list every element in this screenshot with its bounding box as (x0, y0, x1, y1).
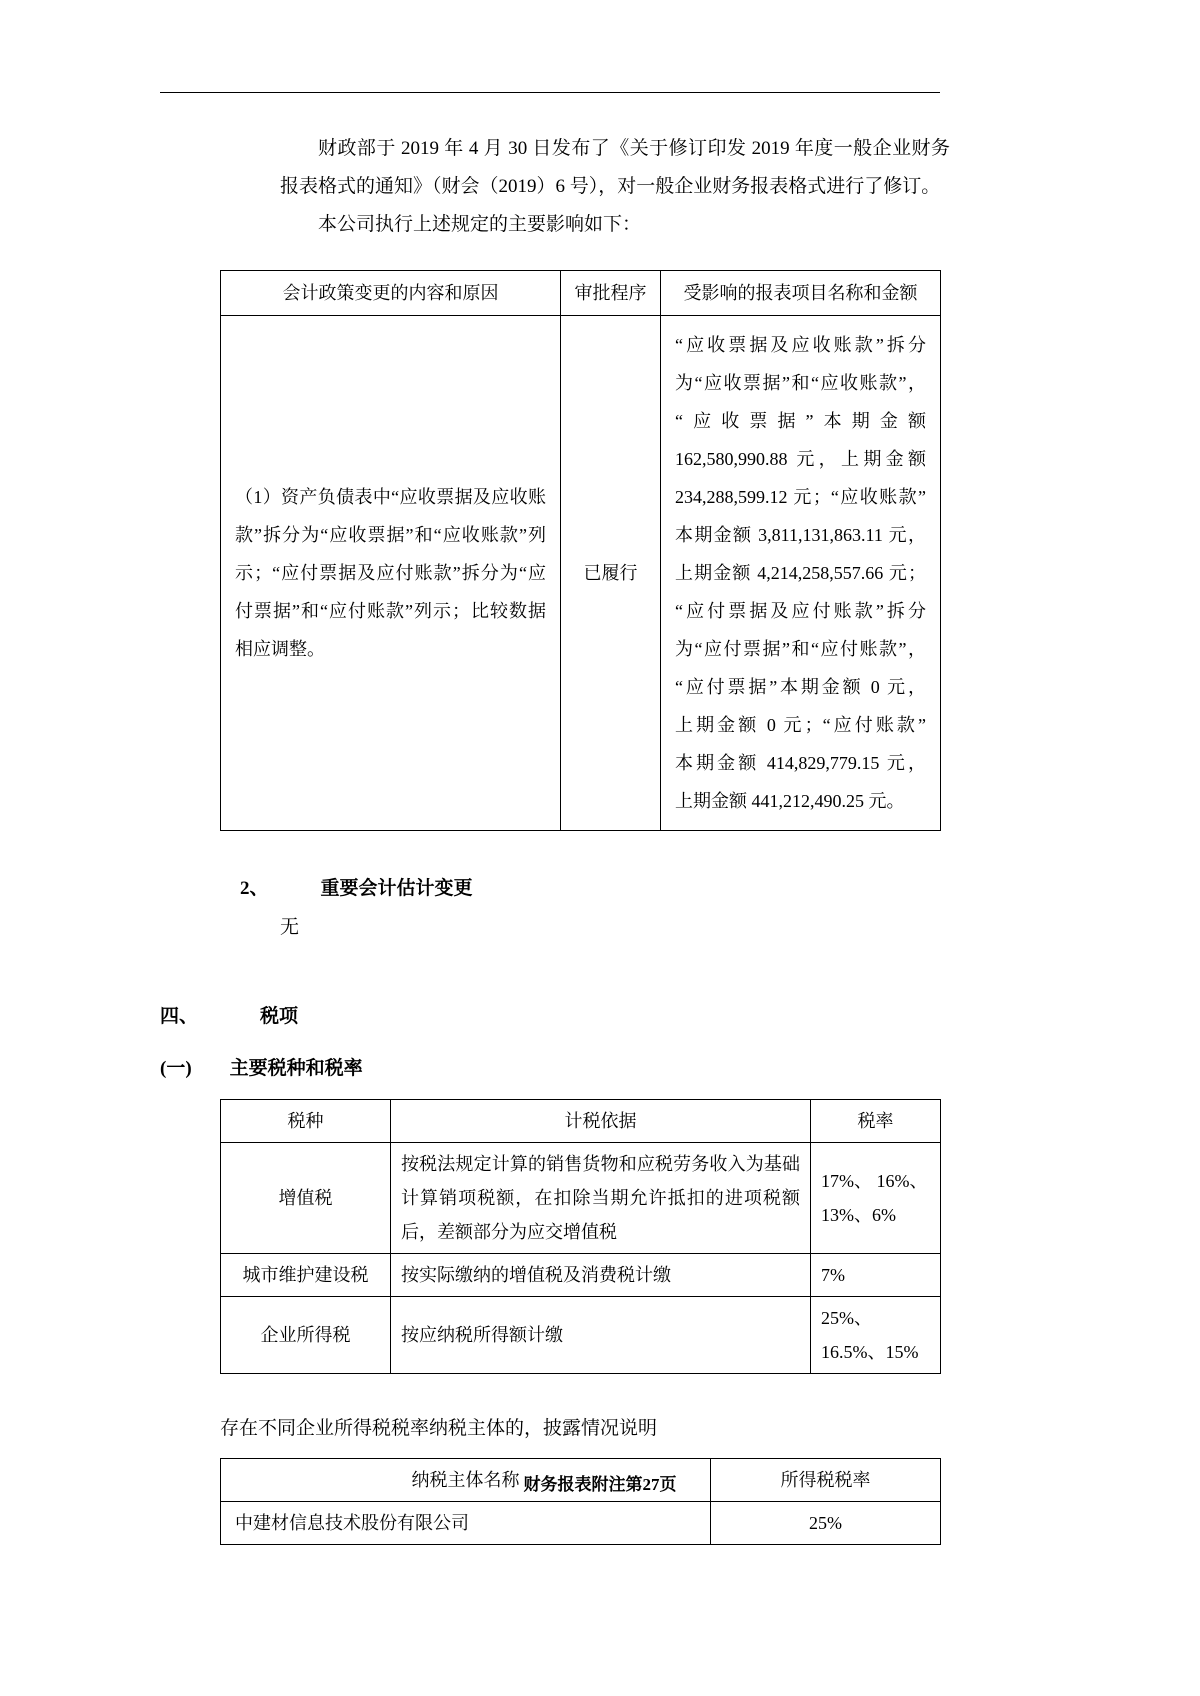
section-4-1-heading (160, 1049, 950, 1089)
section-2-heading (240, 869, 950, 909)
tax-table-header-basis: 计税依据 (391, 1100, 811, 1143)
amount-line: “应付票据”本期金额 0 元， (675, 677, 926, 697)
entity-table-header-rate: 所得税税率 (711, 1459, 941, 1502)
entity-table-header-name: 纳税主体名称 (221, 1459, 711, 1502)
footer-page-number: 第27页 (625, 1475, 677, 1494)
table-row (221, 1297, 941, 1374)
policy-change-amounts (661, 316, 941, 831)
policy-table-header-procedure: 审批程序 (561, 271, 661, 316)
amount-line: 上期金额 441,212,490.25 元。 (675, 791, 905, 811)
table-row (221, 316, 941, 831)
amount-line: “应付票据及应付账款”拆分 (675, 601, 926, 621)
table-row (221, 1254, 941, 1297)
page-footer (0, 1470, 1200, 1495)
section-4-heading (160, 997, 950, 1037)
section-4-1-number: (一) (160, 1058, 192, 1079)
amount-line: 上期金额 4,214,258,557.66 元； (675, 563, 926, 583)
tax-kind: 城市维护建设税 (221, 1254, 391, 1297)
policy-change-description: （1）资产负债表中“应收票据及应收账款”拆分为“应收票据”和“应收账款”列示；“应付票据及应付账款”拆分为“应付票据”和“应付账款”列示；比较数据相应调整。 (221, 316, 561, 831)
section-2-body: 无 (280, 917, 300, 938)
section-4-line (160, 997, 950, 1037)
intro-paragraph-2: 本公司执行上述规定的主要影响如下： (318, 214, 642, 235)
tax-basis: 按应纳税所得额计缴 (391, 1297, 811, 1374)
amount-line: 为“应收票据”和“应收账款”， (675, 373, 926, 393)
amount-line: 为“应付票据”和“应付账款”， (675, 639, 926, 659)
amount-line: 上期金额 0 元；“应付账款” (675, 715, 926, 735)
tax-kind: 企业所得税 (221, 1297, 391, 1374)
tax-basis: 按实际缴纳的增值税及消费税计缴 (391, 1254, 811, 1297)
tax-kind: 增值税 (221, 1143, 391, 1254)
tax-rate: 25%、16.5%、15% (811, 1297, 941, 1374)
table-header-row (221, 1100, 941, 1143)
amount-line: 本期金额 3,811,131,863.11 元， (675, 525, 926, 545)
amount-line: 234,288,599.12 元；“应收账款” (675, 487, 926, 507)
amount-line: 本期金额 414,829,779.15 元， (675, 753, 926, 773)
section-4-number: 四、 (160, 1006, 199, 1027)
table-header-row (221, 271, 941, 316)
section-2-number: 2、 (240, 878, 269, 899)
policy-table-header-content: 会计政策变更的内容和原因 (221, 271, 561, 316)
intro-block (280, 130, 950, 244)
amount-line: “应收票据”本期金额 (675, 411, 926, 431)
page-content (160, 130, 950, 1545)
section-2-title: 重要会计估计变更 (320, 878, 473, 899)
table-row (221, 1143, 941, 1254)
section-2-line (240, 869, 950, 909)
tax-types-and-rates-table (220, 1099, 941, 1374)
intro-paragraph-1: 财政部于 2019 年 4 月 30 日发布了《关于修订印发 2019 年度一般企业财务报表格式的通知》（财会（2019）6 号），对一般企业财务报表格式进行了修订。 (280, 138, 950, 197)
amount-line: “应收票据及应收账款”拆分 (675, 335, 926, 355)
table-row (221, 1502, 941, 1545)
footer-label: 财务报表附注 (523, 1475, 626, 1494)
section-4-title: 税项 (260, 1006, 299, 1027)
tax-rate: 17%、 16%、13%、6% (811, 1143, 941, 1254)
header-rule (160, 92, 940, 93)
section-4-1-title: 主要税种和税率 (229, 1058, 363, 1079)
tax-basis: 按税法规定计算的销售货物和应税劳务收入为基础计算销项税额，在扣除当期允许抵扣的进项税额后，差额部分为应交增值税 (391, 1143, 811, 1254)
policy-table-header-amount: 受影响的报表项目名称和金额 (661, 271, 941, 316)
entity-tax-rate: 25% (711, 1502, 941, 1545)
section-4-1-line (160, 1049, 950, 1089)
amount-line: 162,580,990.88 元，上期金额 (675, 449, 926, 469)
policy-change-procedure: 已履行 (561, 316, 661, 831)
disclosure-note: 存在不同企业所得税税率纳税主体的，披露情况说明 (220, 1418, 658, 1439)
tax-table-header-kind: 税种 (221, 1100, 391, 1143)
tax-rate: 7% (811, 1254, 941, 1297)
entity-name: 中建材信息技术股份有限公司 (221, 1502, 711, 1545)
tax-table-header-rate: 税率 (811, 1100, 941, 1143)
accounting-policy-change-table (220, 270, 941, 831)
